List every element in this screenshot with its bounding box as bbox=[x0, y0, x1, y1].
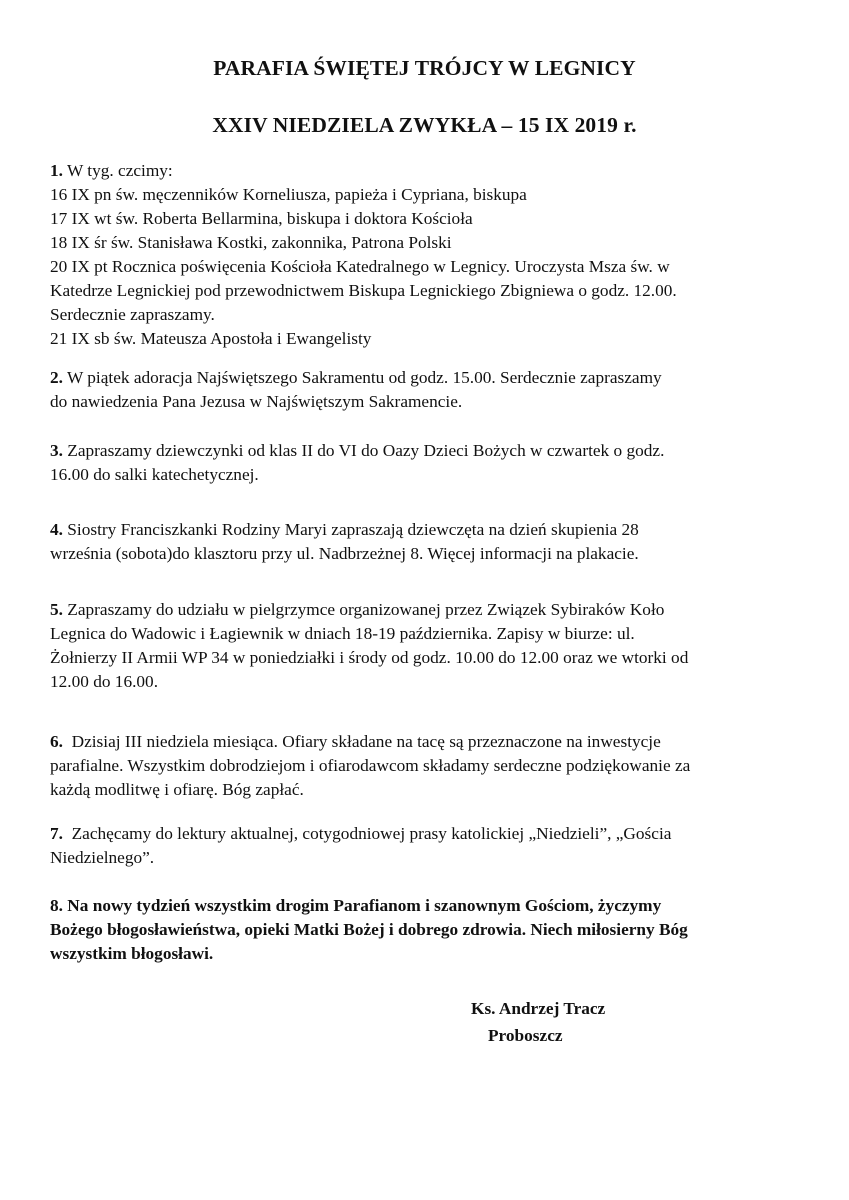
item-line: do nawiedzenia Pana Jezusa w Najświętszym Sakramencie. bbox=[50, 392, 463, 411]
item-number: 1. bbox=[50, 161, 63, 180]
item-line: 12.00 do 16.00. bbox=[50, 672, 159, 691]
item-line: 1. W tyg. czcimy: bbox=[50, 161, 173, 180]
announcement-item-2 bbox=[50, 366, 798, 414]
item-line: Niedzielnego”. bbox=[50, 848, 155, 867]
item-number: 7. bbox=[50, 824, 63, 843]
item-number: 2. bbox=[50, 368, 63, 387]
item-line: września (sobota)do klasztoru przy ul. Nadbrzeżnej 8. Więcej informacji na plakacie. bbox=[50, 544, 639, 563]
announcement-item-8 bbox=[50, 894, 798, 966]
item-number: 4. bbox=[50, 520, 63, 539]
item-line: każdą modlitwę i ofiarę. Bóg zapłać. bbox=[50, 780, 304, 799]
item-line: 16 IX pn św. męczenników Korneliusza, papieża i Cypriana, biskupa bbox=[50, 185, 527, 204]
item-line: 3. Zapraszamy dziewczynki od klas II do VI do Oazy Dzieci Bożych w czwartek o godz. bbox=[50, 441, 665, 460]
page-subtitle: XXIV NIEDZIELA ZWYKŁA – 15 IX 2019 r. bbox=[212, 113, 637, 137]
item-line: 16.00 do salki katechetycznej. bbox=[50, 465, 259, 484]
signature-name: Ks. Andrzej Tracz bbox=[471, 999, 606, 1018]
item-line: Żołnierzy II Armii WP 34 w poniedziałki i środy od godz. 10.00 do 12.00 oraz we wtorki od bbox=[50, 648, 689, 667]
announcement-item-1 bbox=[50, 159, 798, 351]
item-line: 20 IX pt Rocznica poświęcenia Kościoła Katedralnego w Legnicy. Uroczysta Msza św. w bbox=[50, 257, 670, 276]
item-line: 5. Zapraszamy do udziału w pielgrzymce organizowanej przez Związek Sybiraków Koło bbox=[50, 600, 665, 619]
item-line: 18 IX śr św. Stanisława Kostki, zakonnika, Patrona Polski bbox=[50, 233, 452, 252]
announcement-item-5 bbox=[50, 598, 798, 694]
item-line: Serdecznie zapraszamy. bbox=[50, 305, 215, 324]
item-line: 17 IX wt św. Roberta Bellarmina, biskupa i doktora Kościoła bbox=[50, 209, 473, 228]
item-line: parafialne. Wszystkim dobrodziejom i ofiarodawcom składamy serdeczne podziękowanie za bbox=[50, 756, 691, 775]
item-line: 2. W piątek adoracja Najświętszego Sakramentu od godz. 15.00. Serdecznie zapraszamy bbox=[50, 368, 662, 387]
item-line: Legnica do Wadowic i Łagiewnik w dniach 18-19 października. Zapisy w biurze: ul. bbox=[50, 624, 635, 643]
item-line: Bożego błogosławieństwa, opieki Matki Bożej i dobrego zdrowia. Niech miłosierny Bóg bbox=[50, 920, 688, 939]
item-number: 5. bbox=[50, 600, 63, 619]
item-line: Katedrze Legnickiej pod przewodnictwem Biskupa Legnickiego Zbigniewa o godz. 12.00. bbox=[50, 281, 677, 300]
item-line: 7. Zachęcamy do lektury aktualnej, cotygodniowej prasy katolickiej „Niedzieli”, „Gościa bbox=[50, 824, 672, 843]
announcement-item-7 bbox=[50, 822, 798, 870]
announcement-item-4 bbox=[50, 518, 798, 566]
item-number: 8. bbox=[50, 896, 63, 915]
item-line: 21 IX sb św. Mateusza Apostoła i Ewangelisty bbox=[50, 329, 372, 348]
item-line: 8. Na nowy tydzień wszystkim drogim Parafianom i szanownym Gościom, życzymy bbox=[50, 896, 662, 915]
item-line: wszystkim błogosławi. bbox=[50, 944, 214, 963]
signature-role: Proboszcz bbox=[488, 1026, 563, 1045]
announcement-item-3 bbox=[50, 439, 798, 487]
announcement-item-6 bbox=[50, 730, 798, 802]
item-number: 6. bbox=[50, 732, 63, 751]
item-line: 6. Dzisiaj III niedziela miesiąca. Ofiary składane na tacę są przeznaczone na inwestycje bbox=[50, 732, 661, 751]
page-title: PARAFIA ŚWIĘTEJ TRÓJCY W LEGNICY bbox=[213, 56, 636, 80]
item-number: 3. bbox=[50, 441, 63, 460]
item-line: 4. Siostry Franciszkanki Rodziny Maryi zapraszają dziewczęta na dzień skupienia 28 bbox=[50, 520, 639, 539]
